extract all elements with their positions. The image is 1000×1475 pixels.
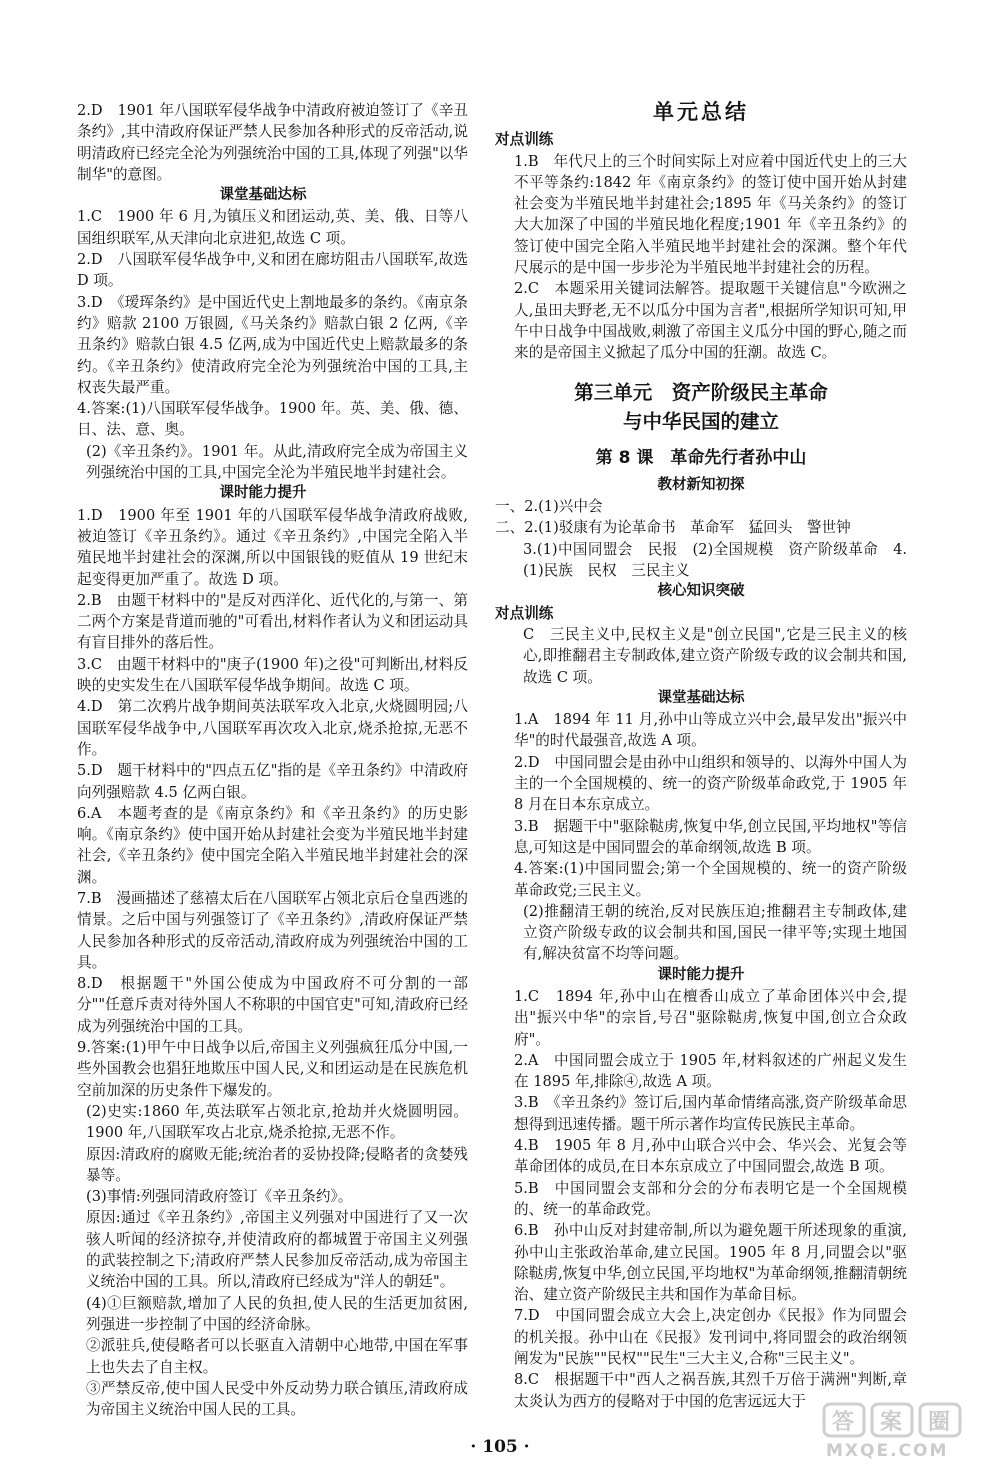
answer-paragraph: 2.B 由题干材料中的"是反对西洋化、近代化的,与第一、第二两个方案是背道而驰的"可看出,材料作者认为义和团运动具有盲目排外的落后性。 [77, 591, 468, 652]
watermark-logo [818, 1400, 968, 1462]
answer-paragraph: (4)①巨额赔款,增加了人民的负担,使人民的生活更加贫困,列强进一步控制了中国的经济命脉。 [86, 1294, 468, 1333]
right-column [495, 100, 907, 1412]
answer-paragraph: 3.D 《瑷珲条约》是中国近代史上割地最多的条约。《南京条约》赔款 2100 万银圆,《马关条约》赔款白银 2 亿两,《辛丑条约》赔款白银 4.5 亿两,成为中国近代史上赔款最多的条约。《辛丑条约》使清政府完全沦为列强统治中国的工具,主权丧失最严重。 [77, 293, 468, 396]
answer-paragraph: 7.B 漫画描述了慈禧太后在八国联军占领北京后仓皇西逃的情景。之后中国与列强签订了《辛丑条约》,清政府保证严禁人民参加各种形式的反帝活动,清政府成为列强统治中国的工具。 [77, 889, 468, 971]
answer-paragraph: 6.A 本题考查的是《南京条约》和《辛丑条约》的历史影响。《南京条约》使中国开始从封建社会变为半殖民地半封建社会,《辛丑条约》使中国完全陷入半殖民地半封建社会的深渊。 [77, 804, 468, 886]
answer-paragraph: 4.答案:(1)八国联军侵华战争。1900 年。英、美、俄、德、日、法、意、奥。 [77, 400, 468, 439]
unit-title [495, 378, 907, 436]
unit-title-line1: 第三单元 资产阶级民主革命 [574, 380, 828, 404]
answer-paragraph: 3.B 《辛丑条约》签订后,国内革命情绪高涨,资产阶级革命思想得到迅速传播。题干所示著作均宣传民族民主革命。 [514, 1094, 907, 1133]
section-heading: 教材新知初探 [657, 476, 745, 493]
subsection-heading: 对点训练 [495, 604, 554, 622]
left-column [58, 100, 468, 1420]
section-heading: 课时能力提升 [219, 485, 307, 502]
answer-paragraph: 3.(1)中国同盟会 民报 (2)全国规模 资产阶级革命 4.(1)民族 民权 三民主义 [523, 540, 907, 580]
unit-summary-items [495, 129, 907, 363]
answer-paragraph: 9.答案:(1)甲午中日战争以后,帝国主义列强疯狂瓜分中国,一些外国教会也猖狂地欺压中国人民,义和团运动是在民族危机空前加深的历史条件下爆发的。 [77, 1039, 468, 1099]
svg-text:答: 答 [832, 1410, 855, 1435]
answer-paragraph: 6.B 孙中山反对封建帝制,所以为避免题干所述现象的重演,孙中山主张政治革命,建立民国。1905 年 8 月,同盟会以"驱除鞑虏,恢复中华,创立民国,平均地权"为革命纲领,推翻清朝统治、建立资产阶级民主共和国作为革命目标。 [514, 1222, 907, 1304]
answer-paragraph: 1.C 1900 年 6 月,为镇压义和团运动,英、美、俄、日等八国组织联军,从天津向北京进犯,故选 C 项。 [77, 208, 468, 247]
answer-paragraph: 8.C 根据题干中"西人之祸吾族,其烈千万倍于满洲"判断,章太炎认为西方的侵略对于中国的危害远远大于 [514, 1371, 907, 1410]
answer-paragraph: 原因:通过《辛丑条约》,帝国主义列强对中国进行了又一次骇人听闻的经济掠夺,并使清政府的都城置于帝国主义列强的武装控制之下;清政府严禁人民参加反帝活动,成为帝国主义统治中国的工具。所以,清政府已经成为"洋人的朝廷"。 [86, 1209, 468, 1291]
answer-paragraph: 1.C 1894 年,孙中山在檀香山成立了革命团体兴中会,提出"振兴中华"的宗旨,号召"驱除鞑虏,恢复中国,创立合众政府"。 [514, 987, 907, 1048]
lesson-title: 第 8 课 革命先行者孙中山 [595, 447, 807, 468]
section-heading: 核心知识突破 [657, 583, 745, 600]
answer-paragraph: 4.答案:(1)中国同盟会;第一个全国规模的、统一的资产阶级革命政党;三民主义。 [514, 860, 907, 899]
answer-paragraph: 2.D 中国同盟会是由孙中山组织和领导的、以海外中国人为主的一个全国规模的、统一的资产阶级革命政党,于 1905 年 8 月在日本东京成立。 [514, 753, 907, 814]
answer-paragraph: 2.C 本题采用关键词法解答。提取题干关键信息"今欧洲之人,虽田夫野老,无不以瓜分中国为言者",根据所学知识可知,甲午中日战争中国战败,刺激了帝国主义瓜分中国的野心,随之而来的是帝国主义掀起了瓜分中国的狂潮。故选 C。 [514, 280, 907, 362]
answer-paragraph: 7.D 中国同盟会成立大会上,决定创办《民报》作为同盟会的机关报。孙中山在《民报》发刊词中,将同盟会的政治纲领阐发为"民族""民权""民生"三大主义,合称"三民主义"。 [514, 1307, 907, 1368]
section-heading: 课堂基础达标 [657, 689, 745, 706]
answer-paragraph: 1.B 年代尺上的三个时间实际上对应着中国近代史上的三大不平等条约:1842 年《南京条约》的签订使中国开始从封建社会变为半殖民地半封建社会;1895 年《马关条约》的签订大大加深了中国的半殖民地化程度;1901 年《辛丑条约》的签订使中国完全陷入半殖民地半封建社会的深渊。整个年代尺展示的是中国一步步沦为半殖民地半封建社会的历程。 [514, 152, 907, 277]
section-heading: 课堂基础达标 [219, 187, 307, 204]
svg-text:MXQE.COM: MXQE.COM [826, 1441, 949, 1461]
answer-paragraph: ②派驻兵,使侵略者可以长驱直入清朝中心地带,中国在军事上也失去了自主权。 [86, 1337, 468, 1376]
lesson-items [495, 475, 907, 1412]
answer-paragraph: (2)推翻清王朝的统治,反对民族压迫;推翻君主专制政体,建立资产阶级专政的议会制共和国,国民一律平等;实现土地国有,解决贫富不均等问题。 [523, 902, 907, 963]
page-number: · 105 · [470, 1437, 530, 1457]
answer-paragraph: 2.A 中国同盟会成立于 1905 年,材料叙述的广州起义发生在 1895 年,排除④,故选 A 项。 [514, 1051, 907, 1091]
answer-paragraph: 4.B 1905 年 8 月,孙中山联合兴中会、华兴会、光复会等革命团体的成员,在日本东京成立了中国同盟会,故选 B 项。 [514, 1137, 907, 1176]
answer-paragraph: 5.D 题干材料中的"四点五亿"指的是《辛丑条约》中清政府向列强赔款 4.5 亿两白银。 [77, 762, 468, 801]
answer-paragraph: 8.D 根据题干"外国公使成为中国政府不可分割的一部分""任意斥责对待外国人不称职的中国官吏"可知,清政府已经成为列强统治中国的工具。 [77, 975, 468, 1035]
answer-paragraph: (2)《辛丑条约》。1901 年。从此,清政府完全成为帝国主义列强统治中国的工具,中国完全沦为半殖民地半封建社会。 [86, 442, 468, 482]
answer-paragraph: 5.B 中国同盟会支部和分会的分布表明它是一个全国规模的、统一的革命政党。 [514, 1179, 907, 1218]
answer-paragraph: 一、2.(1)兴中会 [495, 498, 603, 516]
answer-paragraph: 2.D 八国联军侵华战争中,义和团在廊坊阻击八国联军,故选 D 项。 [77, 251, 468, 290]
answer-paragraph: (2)史实:1860 年,英法联军占领北京,抢劫并火烧圆明园。1900 年,八国联军攻占北京,烧杀抢掠,无恶不作。 [86, 1102, 468, 1142]
svg-text:圈: 圈 [928, 1410, 951, 1435]
answer-paragraph: 1.A 1894 年 11 月,孙中山等成立兴中会,最早发出"振兴中华"的时代最强音,故选 A 项。 [514, 711, 907, 750]
answer-paragraph: 3.B 据题干中"驱除鞑虏,恢复中华,创立民国,平均地权"等信息,可知这是中国同盟会的革命纲领,故选 B 项。 [514, 817, 907, 856]
unit-title-line2: 与中华民国的建立 [622, 409, 779, 433]
unit-summary-title: 单元总结 [653, 100, 749, 124]
svg-text:案: 案 [880, 1410, 903, 1435]
answer-paragraph: ③严禁反帝,使中国人民受中外反动势力联合镇压,清政府成为帝国主义统治中国人民的工具。 [86, 1379, 468, 1419]
answer-paragraph: 4.D 第二次鸦片战争期间英法联军攻入北京,火烧圆明园;八国联军侵华战争中,八国联军再次攻入北京,烧杀抢掠,无恶不作。 [77, 698, 468, 758]
answer-paragraph: 3.C 由题干材料中的"庚子(1900 年)之役"可判断出,材料反映的史实发生在八国联军侵华战争期间。故选 C 项。 [77, 655, 468, 695]
section-heading: 课时能力提升 [657, 966, 745, 983]
answer-paragraph: 二、2.(1)驳康有为论革命书 革命军 猛回头 警世钟 [495, 519, 851, 537]
answer-paragraph: 2.D 1901 年八国联军侵华战争中清政府被迫签订了《辛丑条约》,其中清政府保证严禁人民参加各种形式的反帝活动,说明清政府已经完全沦为列强统治中国的工具,体现了列强"以华制华"的意图。 [77, 102, 468, 183]
answer-paragraph: (3)事情:列强同清政府签订《辛丑条约》。 [86, 1188, 353, 1206]
answer-paragraph: 1.D 1900 年至 1901 年的八国联军侵华战争清政府战败,被迫签订《辛丑条约》。通过《辛丑条约》,中国完全陷入半殖民地半封建社会的深渊,所以中国银钱的贬值从 19 世纪末起变得更加严重了。故选 D 项。 [77, 506, 468, 588]
answer-paragraph: 原因:清政府的腐败无能;统治者的妥协投降;侵略者的贪婪残暴等。 [86, 1145, 468, 1184]
answer-paragraph: C 三民主义中,民权主义是"创立民国",它是三民主义的核心,即推翻君主专制政体,建立资产阶级专政的议会制共和国,故选 C 项。 [523, 625, 907, 686]
subsection-heading: 对点训练 [495, 131, 554, 149]
